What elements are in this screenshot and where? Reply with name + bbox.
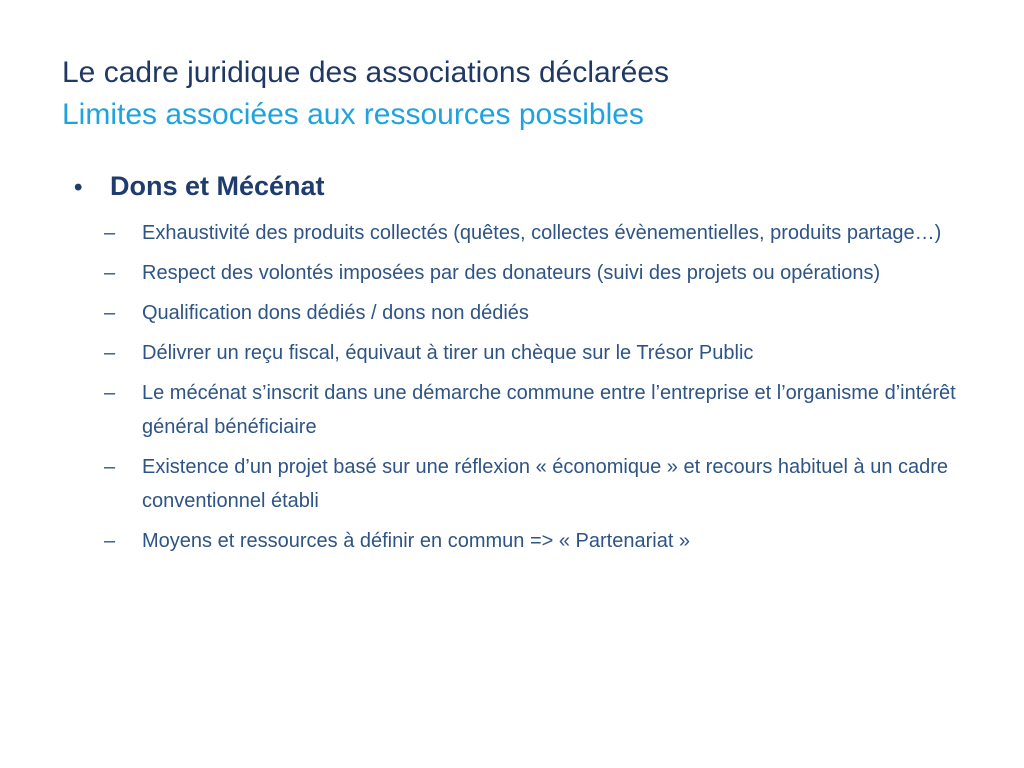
sub-bullet-text: Respect des volontés imposées par des donateurs (suivi des projets ou opérations) — [142, 262, 881, 284]
dash-marker: – — [104, 222, 116, 244]
sub-bullet-text: Existence d’un projet basé sur une réflexion « économique » et recours habituel à un cadre conventionnel établi — [142, 456, 949, 512]
sub-bullet-item — [104, 336, 992, 370]
sub-bullet-item — [104, 296, 992, 330]
dash-marker: – — [104, 382, 116, 404]
sub-bullet-text: Qualification dons dédiés / dons non dédiés — [142, 302, 529, 324]
title-line-sub: Limites associées aux ressources possibles — [62, 98, 644, 131]
sub-bullet-list — [72, 216, 992, 558]
bullet-marker: • — [74, 174, 83, 201]
sub-bullet-item — [104, 256, 992, 290]
sub-bullet-text: Délivrer un reçu fiscal, équivaut à tirer un chèque sur le Trésor Public — [142, 342, 754, 364]
sub-bullet-item — [104, 524, 992, 558]
dash-marker: – — [104, 530, 116, 552]
sub-bullet-item — [104, 450, 992, 518]
bullet-dons-mecenat — [72, 166, 992, 208]
sub-bullet-text: Exhaustivité des produits collectés (quêtes, collectes évènementielles, produits partage…) — [142, 222, 942, 244]
dash-marker: – — [104, 456, 116, 478]
sub-bullet-text: Le mécénat s’inscrit dans une démarche commune entre l’entreprise et l’organisme d’intérêt général bénéficiaire — [142, 382, 956, 438]
bullet-heading: Dons et Mécénat — [110, 171, 325, 201]
slide-title — [62, 52, 1002, 136]
dash-marker: – — [104, 302, 116, 324]
title-line-main: Le cadre juridique des associations déclarées — [62, 56, 670, 89]
sub-bullet-text: Moyens et ressources à définir en commun => « Partenariat » — [142, 530, 691, 552]
slide-content — [72, 166, 992, 564]
sub-bullet-item — [104, 216, 992, 250]
dash-marker: – — [104, 262, 116, 284]
dash-marker: – — [104, 342, 116, 364]
sub-bullet-item — [104, 376, 992, 444]
